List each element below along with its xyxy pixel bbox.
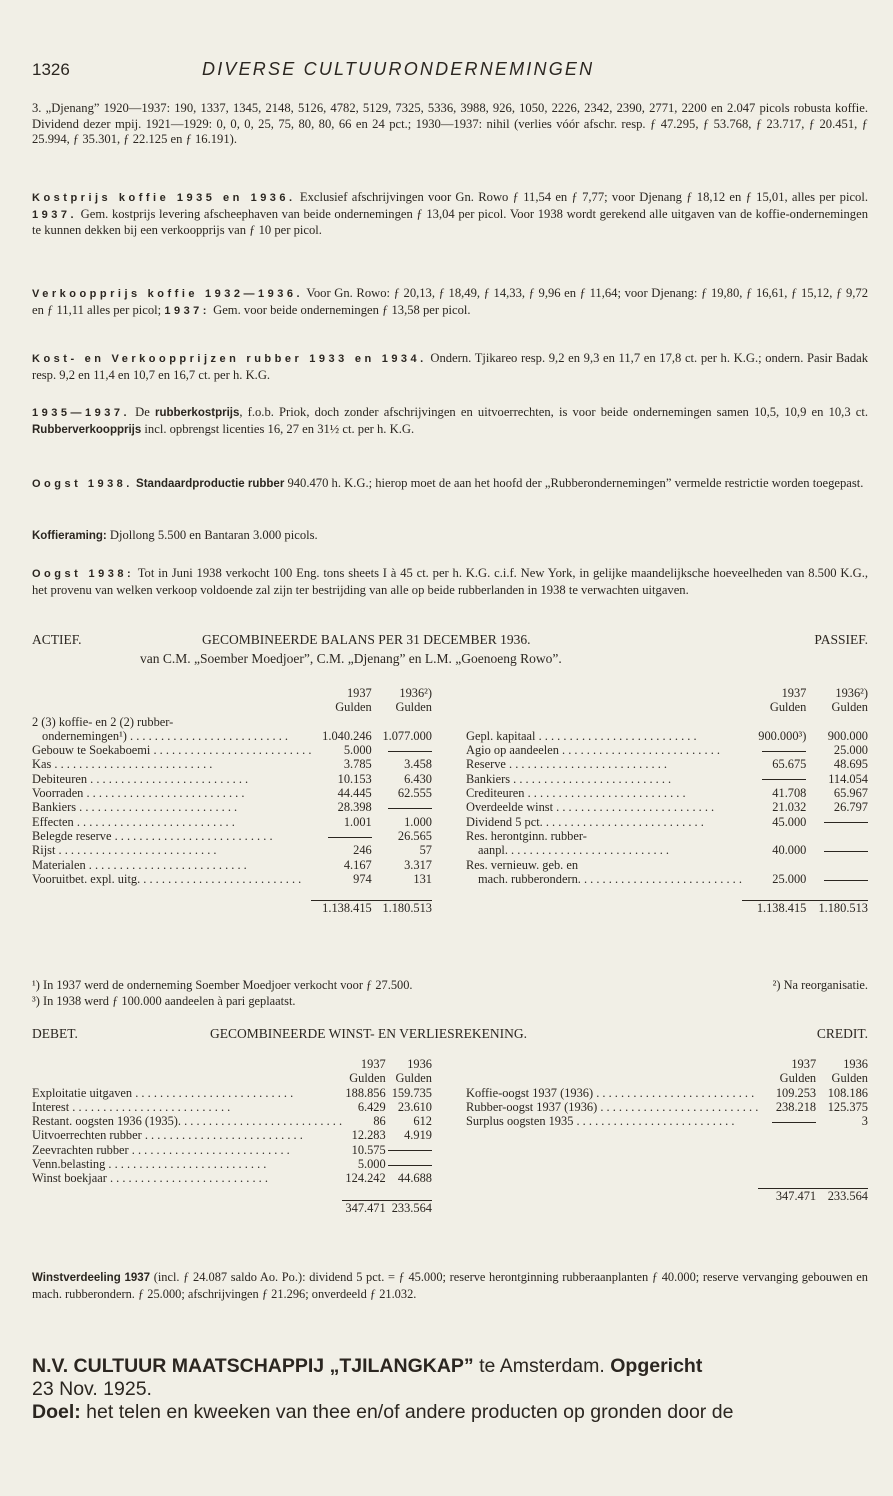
passiva-value-1936: 25.000 <box>833 743 868 758</box>
passiva-col-1936: 1936²) <box>835 686 868 700</box>
activa-unit-1937: Gulden <box>335 700 372 715</box>
debet-value-1936: 159.735 <box>391 1085 432 1100</box>
debet-value-1936 <box>386 1143 432 1157</box>
passiva-label: Res. vernieuw. geb. en <box>466 857 579 872</box>
pl-heading <box>32 1026 868 1044</box>
activa-total-1937: 1.138.415 <box>311 901 371 916</box>
credit-value-1936: 108.186 <box>827 1085 868 1100</box>
credit-value-1936: 3 <box>861 1114 868 1129</box>
activa-label: Rijst . . . <box>32 843 217 857</box>
debet-value-1937: 86 <box>373 1114 386 1129</box>
balance-footnotes <box>32 978 868 1010</box>
activa-value-1936: 131 <box>413 871 432 886</box>
company-place: te Amsterdam. <box>473 1355 611 1377</box>
passiva-row <box>466 858 868 872</box>
activa-row <box>32 729 432 743</box>
debet-unit-row <box>32 1071 432 1085</box>
passiva-label: Bankiers . . . <box>466 772 671 786</box>
footnote-2: ²) Na reorganisatie. <box>772 978 868 992</box>
credit-label: CREDIT. <box>816 1026 868 1041</box>
activa-label: Vooruitbet. expl. uitg. . . . <box>32 872 301 886</box>
passiva-value-1936 <box>806 715 868 729</box>
passiva-value-1937 <box>742 743 806 757</box>
activa-row <box>32 786 432 800</box>
debet-total-1936: 233.564 <box>386 1200 432 1215</box>
balance-subtitle-row <box>32 651 868 669</box>
rubberverkoopprijs-term: Rubberverkoopprijs <box>32 423 142 436</box>
activa-value-1936 <box>372 715 432 729</box>
passiva-label: Gepl. kapitaal . . . <box>466 729 697 743</box>
oogst-1938-text: 940.470 h. K.G.; hierop moet de aan het hoofd der „Rubberondernemingen” vermelde restrictie worden toegepast. <box>284 476 864 490</box>
debet-label: Uitvoerrechten rubber . . . <box>32 1128 303 1142</box>
rubberkostprijs-years: 1935—1937. <box>32 407 130 419</box>
credit-value-1937: 109.253 <box>775 1085 817 1100</box>
debet-row <box>32 1100 432 1114</box>
debet-table <box>32 1057 432 1215</box>
passiva-header-row <box>466 686 868 700</box>
passiva-value-1936 <box>806 858 868 872</box>
passiva-value-1936: 900.000 <box>827 728 868 743</box>
oogst-sales-text: Tot in Juni 1938 verkocht 100 Eng. tons sheets I à 45 ct. per h. K.G. c.i.f. New York, in gelijke maandelijksche hoeveelheden van 8.500 K.G., het provenu van welken verkoop voldoende zal zijn ter bestrijding van alle op beide rubberlanden in 1938 te verwachten uitgaven. <box>32 566 869 597</box>
debet-value-1937: 6.429 <box>357 1099 386 1114</box>
credit-value-1936: 125.375 <box>827 1099 868 1114</box>
activa-label: Belegde reserve . . . <box>32 829 273 843</box>
passiva-label: Overdeelde winst . . . <box>466 800 714 814</box>
verkoopprijs-heading: Verkoopprijs koffie 1932—1936. <box>32 288 304 300</box>
kostprijs-paragraph <box>32 190 868 239</box>
activa-rows <box>32 715 432 887</box>
founded-label: Opgericht <box>610 1355 703 1377</box>
debet-value-1936: 23.610 <box>397 1099 432 1114</box>
page-number: 1326 <box>32 60 70 79</box>
passiva-label: Dividend 5 pct. . . . <box>466 815 704 829</box>
footnote-3: ³) In 1938 werd ƒ 100.000 aandeelen à pari geplaatst. <box>32 994 296 1008</box>
credit-rows <box>466 1086 868 1129</box>
activa-row <box>32 772 432 786</box>
debet-value-1937: 10.575 <box>351 1142 386 1157</box>
passiva-value-1937: 41.708 <box>772 786 807 801</box>
activa-value-1937: 1.040.246 <box>322 728 372 743</box>
activa-value-1936: 1.000 <box>404 814 432 829</box>
rubber-prices-text: Ondern. Tjikareo resp. 9,2 en 9,3 en 11,7 en 17,8 ct. per h. K.G.; ondern. Pasir Badak resp. 9,2 en 11,4 en 10,7 en 16,7 ct. per h. K.G. <box>32 351 868 382</box>
passiva-value-1936 <box>806 843 868 857</box>
activa-value-1936: 62.555 <box>397 786 432 801</box>
debet-value-1936: 44.688 <box>397 1171 432 1186</box>
page-header <box>32 59 868 86</box>
passiva-value-1937 <box>742 858 806 872</box>
passiva-value-1936 <box>806 872 868 886</box>
debet-label: Exploitatie uitgaven . . . <box>32 1086 293 1100</box>
debet-value-1937: 5.000 <box>357 1157 386 1172</box>
credit-label: Surplus oogsten 1935 . . . <box>466 1114 734 1128</box>
debet-value-1937: 188.856 <box>345 1085 386 1100</box>
kostprijs-heading: Kostprijs koffie 1935 en 1936. <box>32 192 296 204</box>
activa-row <box>32 858 432 872</box>
passiva-col-1937: 1937 <box>781 686 807 700</box>
passiva-row <box>466 743 868 757</box>
activa-value-1937 <box>311 715 371 729</box>
activa-unit-1936: Gulden <box>395 700 432 715</box>
dash-mark <box>824 822 868 823</box>
oogst-1938-heading: Oogst 1938. <box>32 478 133 490</box>
passiva-row <box>466 729 868 743</box>
passiva-row <box>466 829 868 843</box>
passiva-value-1937 <box>742 772 806 786</box>
activa-value-1936 <box>372 743 432 757</box>
passiva-value-1937 <box>742 829 806 843</box>
verkoopprijs-text-a: Voor Gn. Rowo: ƒ 20,13, ƒ 18,49, ƒ 14,33, ƒ 9,96 en ƒ 11,64; voor Djenang: ƒ 19,80, ƒ 16,61, ƒ 15,12, ƒ 9,72 en ƒ 11,11 alles per picol; <box>32 286 868 317</box>
activa-value-1937: 974 <box>353 871 372 886</box>
passiva-value-1936: 65.967 <box>833 786 868 801</box>
credit-header-row <box>466 1057 868 1071</box>
passiva-row <box>466 843 868 857</box>
koffieraming-paragraph <box>32 528 868 545</box>
passiva-total-row <box>466 901 868 916</box>
oogst-sales-paragraph <box>32 566 868 598</box>
passiva-total-1937: 1.138.415 <box>742 901 806 916</box>
activa-value-1937: 10.153 <box>337 771 372 786</box>
passiva-value-1936: 48.695 <box>833 757 868 772</box>
activa-value-1936: 1.077.000 <box>382 728 432 743</box>
rubberkostprijs-term: rubberkostprijs <box>155 407 240 419</box>
passiva-value-1937: 40.000 <box>772 843 807 858</box>
passiva-value-1936 <box>806 815 868 829</box>
credit-row <box>466 1114 868 1128</box>
debet-col-1937: 1937 <box>360 1057 386 1071</box>
credit-col-1937: 1937 <box>791 1057 817 1071</box>
activa-value-1937: 1.001 <box>343 814 372 829</box>
rubber-prices-heading: Kost- en Verkoopprijzen rubber 1933 en 1934. <box>32 353 427 365</box>
credit-unit-1936: Gulden <box>831 1071 868 1086</box>
activa-label: Bankiers . . . <box>32 800 237 814</box>
passiva-row <box>466 872 868 886</box>
credit-table <box>466 1057 868 1203</box>
debet-row <box>32 1157 432 1171</box>
activa-row <box>32 829 432 843</box>
credit-value-1937 <box>758 1114 816 1128</box>
debet-row <box>32 1114 432 1128</box>
debet-total-row <box>32 1200 432 1215</box>
passiva-value-1937 <box>742 715 806 729</box>
activa-label: Effecten . . . <box>32 815 235 829</box>
rubberkostprijs-paragraph <box>32 405 868 438</box>
activa-table <box>32 686 432 916</box>
rubberkostprijs-text-a: De <box>130 405 155 419</box>
dash-mark <box>328 837 372 838</box>
debet-value-1937: 12.283 <box>351 1128 386 1143</box>
passiva-unit-1937: Gulden <box>769 700 807 715</box>
dash-mark <box>762 751 806 752</box>
activa-col-1937: 1937 <box>346 686 372 700</box>
activa-col-1936: 1936²) <box>399 686 432 700</box>
debet-row <box>32 1086 432 1100</box>
activa-row <box>32 757 432 771</box>
credit-total-row <box>466 1188 868 1203</box>
dash-mark <box>772 1122 816 1123</box>
passiva-label: Res. herontginn. rubber- <box>466 828 587 843</box>
activa-unit-row <box>32 700 432 714</box>
rubber-prices-paragraph <box>32 351 868 383</box>
activa-value-1937: 4.167 <box>343 857 372 872</box>
activa-total-row <box>32 901 432 916</box>
dash-mark <box>388 808 432 809</box>
passiva-unit-1936: Gulden <box>831 700 868 715</box>
debet-row <box>32 1171 432 1185</box>
credit-total-1936: 233.564 <box>816 1188 868 1203</box>
activa-value-1936: 3.317 <box>404 857 432 872</box>
oogst-1938-paragraph <box>32 476 868 493</box>
dash-mark <box>824 851 868 852</box>
debet-label: Winst boekjaar . . . <box>32 1171 268 1185</box>
winstverdeeling-paragraph <box>32 1270 868 1302</box>
activa-value-1937 <box>311 829 371 843</box>
company-entry <box>32 1355 868 1424</box>
passiva-unit-row <box>466 700 868 714</box>
debet-rows <box>32 1086 432 1186</box>
debet-label: Venn.belasting . . . <box>32 1157 266 1171</box>
footnote-1: ¹) In 1937 werd de onderneming Soember Moedjoer verkocht voor ƒ 27.500. <box>32 978 413 992</box>
activa-label: Gebouw te Soekaboemi . . . <box>32 743 311 757</box>
activa-value-1936: 57 <box>419 843 432 858</box>
debet-value-1936: 612 <box>413 1114 432 1129</box>
passiva-value-1936: 114.054 <box>828 771 868 786</box>
activa-header-row <box>32 686 432 700</box>
activa-value-1937: 246 <box>353 843 372 858</box>
passiva-label: Reserve . . . <box>466 757 667 771</box>
credit-value-1937: 238.218 <box>775 1099 817 1114</box>
activa-total-1936: 1.180.513 <box>372 901 432 916</box>
company-name: N.V. CULTUUR MAATSCHAPPIJ „TJILANGKAP” <box>32 1355 474 1377</box>
rubberkostprijs-text-c: , f.o.b. Priok, doch zonder afschrijvingen en uitvoerrechten, is voor beide ondernemingen samen 10,5, 10,9 en 10,3 ct. <box>239 405 869 419</box>
standaardproductie-term: Standaardproductie rubber <box>132 478 285 490</box>
passiva-label: Crediteuren . . . <box>466 786 686 800</box>
credit-label: Rubber-oogst 1937 (1936) . . . <box>466 1100 758 1114</box>
passiva-label: aanpl. . . . <box>478 843 669 857</box>
activa-row <box>32 800 432 814</box>
activa-label: 2 (3) koffie- en 2 (2) rubber- <box>32 714 174 729</box>
passiva-row <box>466 786 868 800</box>
passiva-label: mach. rubberondern. . . . <box>478 872 742 886</box>
kostprijs-text-b: Gem. kostprijs levering afscheephaven van beide ondernemingen ƒ 13,04 per picol. Voor 1938 wordt gerekend alle uitgaven van de koffie-ondernemingen te kunnen dekken bij een verkoopprijs van ƒ 10 per picol. <box>32 206 868 238</box>
debet-total-1937: 347.471 <box>342 1200 386 1215</box>
debet-label: Restant. oogsten 1936 (1935). . . . <box>32 1114 342 1128</box>
credit-unit-1937: Gulden <box>779 1071 817 1086</box>
activa-row <box>32 743 432 757</box>
passiva-value-1937: 900.000³) <box>758 728 807 743</box>
activa-label: Voorraden . . . <box>32 786 244 800</box>
debet-col-1936: 1936 <box>407 1057 432 1071</box>
debet-unit-1937: Gulden <box>349 1071 386 1086</box>
djenang-text: 3. „Djenang” 1920—1937: 190, 1337, 1345, 2148, 5126, 4782, 5129, 7325, 5336, 3988, 926, 1050, 2226, 2342, 2390, 2771, 2200 en 2.047 picols robusta koffie. Dividend dezer mpij. 1921—1929: 0, 0, 0, 25, 75, 80, 80, 66 en 24 pct.; 1930—1937: nihil (verlies vóór afschr. resp. ƒ 47.295, ƒ 53.768, ƒ 23.717, ƒ 20.451, ƒ 25.994, ƒ 35.301, ƒ 22.125 en ƒ 16.191). <box>32 101 868 147</box>
balance-subtitle: van C.M. „Soember Moedjoer”, C.M. „Djenang” en L.M. „Goenoeng Rowo”. <box>140 651 562 666</box>
balance-heading <box>32 632 868 650</box>
passiva-rows <box>466 715 868 887</box>
actief-label: ACTIEF. <box>32 632 82 647</box>
koffieraming-heading: Koffieraming: <box>32 530 107 542</box>
debet-value-1936 <box>386 1157 432 1171</box>
activa-label: ondernemingen¹) . . . <box>42 729 288 743</box>
activa-value-1937: 28.398 <box>337 800 372 815</box>
winstverdeeling-text: (incl. ƒ 24.087 saldo Ao. Po.): dividend 5 pct. = ƒ 45.000; reserve herontginning rubberaanplanten ƒ 40.000; reserve vervanging gebouwen en mach. rubberondern. ƒ 25.000; afschrijvingen ƒ 21.296; onverdeeld ƒ 21.032. <box>32 1270 868 1301</box>
passiva-row <box>466 800 868 814</box>
dash-mark <box>762 779 806 780</box>
balance-title: GECOMBINEERDE BALANS PER 31 DECEMBER 1936. <box>202 632 531 647</box>
activa-value-1937: 5.000 <box>343 743 372 758</box>
passief-label: PASSIEF. <box>814 632 868 647</box>
credit-label: Koffie-oogst 1937 (1936) . . . <box>466 1086 754 1100</box>
debet-value-1937: 124.242 <box>345 1171 386 1186</box>
rubberkostprijs-text-d: incl. opbrengst licenties 16, 27 en 31½ ct. per h. K.G. <box>141 421 415 436</box>
activa-label: Materialen . . . <box>32 858 247 872</box>
credit-col-1936: 1936 <box>843 1057 868 1071</box>
doel-label: Doel: <box>32 1401 81 1423</box>
founded-date: 23 Nov. 1925. <box>32 1378 152 1400</box>
activa-value-1937: 3.785 <box>343 757 372 772</box>
passiva-value-1937: 21.032 <box>772 800 807 815</box>
activa-value-1937: 44.445 <box>337 786 372 801</box>
activa-row <box>32 815 432 829</box>
passiva-value-1937: 45.000 <box>772 814 807 829</box>
verkoopprijs-text-b: Gem. voor beide ondernemingen ƒ 13,58 per picol. <box>209 302 471 317</box>
debet-value-1936: 4.919 <box>404 1128 432 1143</box>
debet-unit-1936: Gulden <box>395 1071 432 1086</box>
debet-label: DEBET. <box>32 1026 78 1041</box>
activa-row <box>32 843 432 857</box>
passiva-row <box>466 757 868 771</box>
passiva-value-1936 <box>806 829 868 843</box>
activa-value-1936: 3.458 <box>404 757 432 772</box>
activa-row <box>32 872 432 886</box>
activa-value-1936: 6.430 <box>404 771 432 786</box>
debet-row <box>32 1143 432 1157</box>
passiva-total-1936: 1.180.513 <box>806 901 868 916</box>
running-title: DIVERSE CULTUURONDERNEMINGEN <box>202 59 595 79</box>
debet-row <box>32 1128 432 1142</box>
passiva-value-1937: 25.000 <box>772 871 807 886</box>
debet-header-row <box>32 1057 432 1071</box>
passiva-row <box>466 772 868 786</box>
dash-mark <box>824 880 868 881</box>
passiva-row <box>466 815 868 829</box>
pl-title: GECOMBINEERDE WINST- EN VERLIESREKENING. <box>210 1026 527 1041</box>
oogst-sales-heading: Oogst 1938: <box>32 568 135 580</box>
verkoopprijs-paragraph <box>32 286 868 319</box>
kostprijs-text-a: Exclusief afschrijvingen voor Gn. Rowo ƒ 11,54 en ƒ 7,77; voor Djenang ƒ 18,12 en ƒ 15,01, alles per picol. <box>295 190 868 204</box>
doel-text: het telen en kweeken van thee en/of andere producten op gronden door de <box>80 1401 734 1423</box>
credit-total-1937: 347.471 <box>758 1188 816 1203</box>
passiva-value-1936: 26.797 <box>833 800 868 815</box>
activa-label: Kas . . . <box>32 757 212 771</box>
passiva-value-1937: 65.675 <box>772 757 807 772</box>
activa-value-1936: 26.565 <box>397 828 432 843</box>
debet-label: Interest . . . <box>32 1100 230 1114</box>
credit-unit-row <box>466 1071 868 1085</box>
verkoopprijs-year: 1937: <box>164 304 210 317</box>
passiva-row <box>466 715 868 729</box>
activa-value-1936 <box>372 800 432 814</box>
winstverdeeling-heading: Winstverdeeling 1937 <box>32 1272 151 1284</box>
debet-label: Zeevrachten rubber . . . <box>32 1143 290 1157</box>
activa-label: Debiteuren . . . <box>32 772 248 786</box>
activa-row <box>32 715 432 729</box>
dash-mark <box>388 1150 432 1151</box>
credit-row <box>466 1100 868 1114</box>
passiva-table <box>466 686 868 916</box>
passiva-label: Agio op aandeelen . . . <box>466 743 720 757</box>
kostprijs-year: 1937. <box>32 208 78 221</box>
credit-row <box>466 1086 868 1100</box>
koffieraming-text: Djollong 5.500 en Bantaran 3.000 picols. <box>106 528 318 542</box>
dash-mark <box>388 1165 432 1166</box>
dash-mark <box>388 751 432 752</box>
djenang-paragraph <box>32 101 868 148</box>
